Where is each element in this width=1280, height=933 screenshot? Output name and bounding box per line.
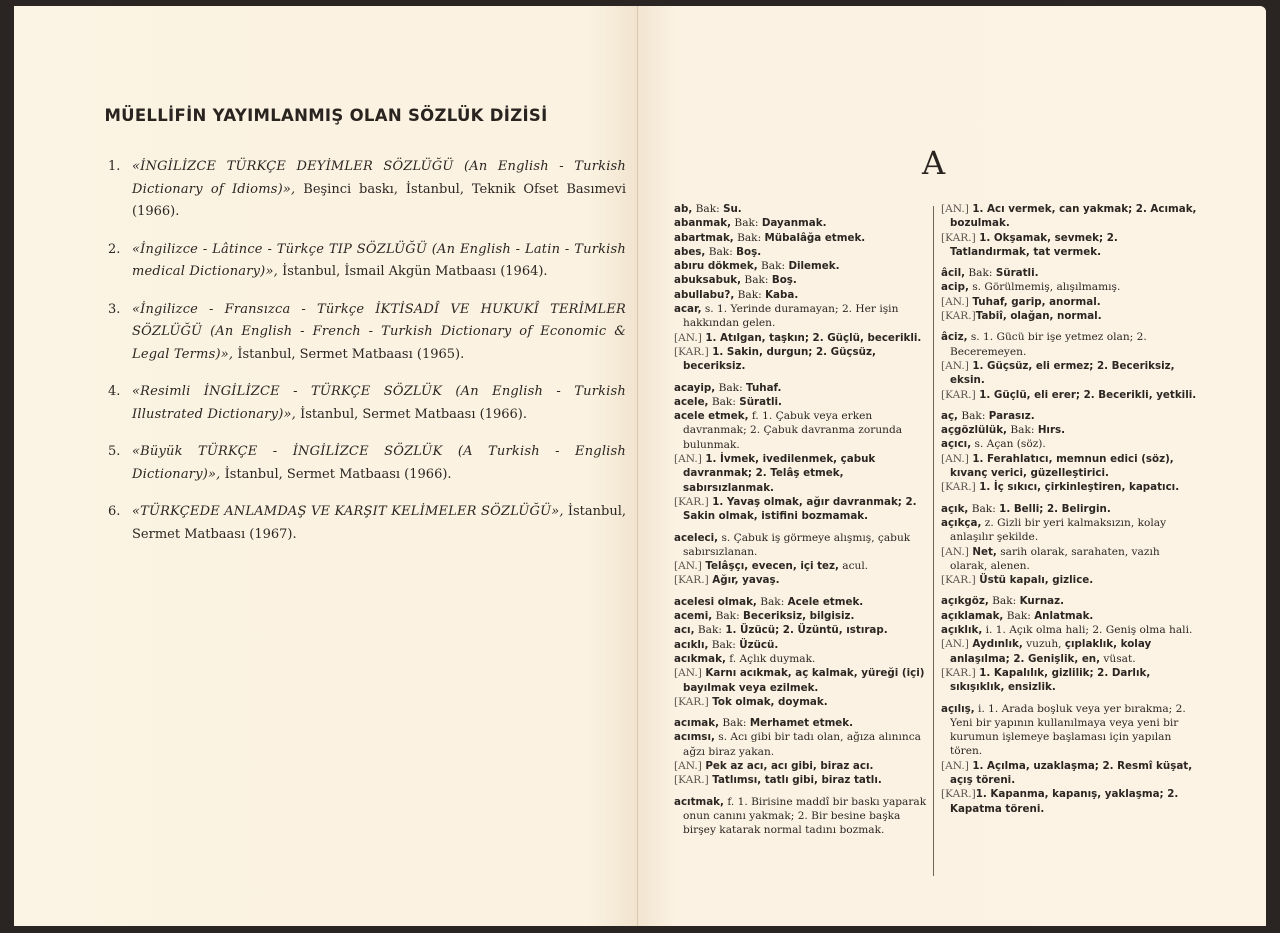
antonyms-line (674, 345, 930, 374)
work-number: 6. (108, 504, 121, 519)
synonyms: 1. İvmek, ivedilenmek, çabuk davranmak; 2. Telâş etmek, sabırsızlanmak. (683, 453, 876, 494)
synonym-tag: [AN.] (941, 452, 969, 465)
synonyms: Aydınlık, (972, 638, 1023, 651)
synonym-tag: [AN.] (674, 331, 702, 344)
work-citation (132, 441, 626, 486)
list-item (108, 239, 626, 284)
entry-definition (674, 595, 930, 609)
entry-definition-text: s. Çabuk iş görmeye alışmış, çabuk sabırsızlanan. (683, 531, 911, 558)
entry-headword: acip, (941, 281, 969, 294)
dictionary-column-left (674, 202, 930, 837)
entry-reference: Kurnaz. (1019, 595, 1064, 608)
entry-definition (941, 609, 1197, 623)
synonyms: Net, (972, 545, 997, 558)
entry-reference: Merhamet etmek. (749, 717, 854, 730)
antonyms-line (941, 787, 1197, 816)
work-citation (132, 299, 626, 367)
entry-definition (674, 302, 930, 331)
work-title: «İngilizce - Lâtince - Türkçe TIP SÖZLÜĞÜ (An English - Latin - Turkish medical Dictionary)», (132, 241, 626, 279)
antonym-tag: [KAR.] (674, 574, 709, 587)
synonyms: 1. Güçsüz, eli ermez; 2. Beceriksiz, eksin. (950, 359, 1175, 387)
entry-reference: Acele etmek. (787, 595, 864, 608)
entry-reference: Beceriksiz, bilgisiz. (743, 610, 855, 623)
entry-definition (674, 716, 930, 730)
entry-headword: abartmak, (674, 231, 734, 244)
entry-definition (674, 795, 930, 838)
antonyms: 1. Okşamak, sevmek; 2. Tatlandırmak, tat vermek. (950, 231, 1118, 258)
entry-headword: açıklamak, (941, 609, 1004, 622)
entry-definition-text: Bak: (705, 245, 737, 258)
synonyms-line (941, 545, 1197, 574)
entry-headword: acıklı, (674, 638, 709, 651)
entry-headword: acımsı, (674, 731, 715, 744)
work-citation (132, 381, 626, 426)
dictionary-entry (674, 609, 930, 623)
antonyms: 1. Yavaş olmak, ağır davranmak; 2. Sakin olmak, istifini bozmamak. (683, 495, 917, 523)
entry-headword: açgözlülük, (941, 424, 1007, 437)
entry-definition-text: f. Açlık duymak. (725, 652, 816, 665)
entry-definition (941, 516, 1197, 545)
dictionary-entry (941, 437, 1197, 494)
synonyms: 1. Acı vermek, can yakmak; 2. Acımak, bozulmak. (950, 203, 1197, 230)
synonyms-line (941, 295, 1197, 309)
synonyms-line (674, 331, 930, 345)
dictionary-entry (674, 216, 930, 230)
antonyms-line (941, 231, 1197, 260)
list-item (108, 441, 626, 486)
entry-headword: acayip, (674, 381, 716, 394)
entry-definition (674, 202, 930, 216)
dictionary-entry (674, 245, 930, 259)
dictionary-entry (941, 623, 1197, 694)
antonym-tag: [KAR.] (941, 231, 976, 244)
antonym-tag: [KAR.] (941, 788, 976, 801)
entry-definition-text: Bak: (708, 395, 740, 408)
entry-headword: acele, (674, 395, 709, 408)
left-page (14, 6, 638, 926)
entry-headword: abullabu?, (674, 288, 735, 301)
entry-definition (674, 531, 930, 560)
work-citation (132, 239, 626, 284)
work-title: «Resimli İNGİLİZCE - TÜRKÇE SÖZLÜK (An English - Turkish Illustrated Dictionary)», (132, 384, 626, 422)
antonyms: Ağır, yavaş. (712, 574, 780, 587)
entry-definition (941, 702, 1197, 759)
work-publication: İstanbul, Sermet Matbaası (1965). (233, 346, 465, 362)
entry-headword: abuksabuk, (674, 274, 742, 287)
entry-headword: âciz, (941, 331, 968, 344)
column-divider (933, 206, 934, 876)
synonym-tag: [AN.] (674, 759, 702, 772)
dictionary-entry (674, 595, 930, 609)
entry-definition (674, 216, 930, 230)
entry-reference: Su. (723, 203, 742, 215)
dictionary-entry (674, 288, 930, 302)
synonyms-line (941, 637, 1197, 666)
work-citation (132, 501, 626, 546)
dictionary-entry (674, 531, 930, 588)
entry-definition (674, 288, 930, 302)
synonym-tag: [AN.] (941, 203, 969, 215)
entry-headword: açık, (941, 502, 969, 515)
entry-headword: acımak, (674, 717, 720, 730)
entry-headword: abıru dökmek, (674, 260, 758, 273)
entry-definition-text: Bak: (712, 610, 744, 623)
entry-reference: Anlatmak. (1034, 609, 1094, 622)
synonyms: Karnı acıkmak, aç kalmak, yüreği (içi) bayılmak veya ezilmek. (683, 667, 925, 694)
dictionary-entry (941, 409, 1197, 423)
list-item (108, 501, 626, 546)
antonyms: 1. Sakin, durgun; 2. Güçsüz, beceriksiz. (683, 345, 876, 373)
dictionary-entry (941, 266, 1197, 280)
work-title: «Büyük TÜRKÇE - İNGİLİZCE SÖZLÜK (A Turkish - English Dictionary)», (132, 444, 626, 482)
synonyms-line (674, 559, 930, 573)
synonyms-line (941, 359, 1197, 388)
entry-reference: 1. Belli; 2. Belirgin. (999, 502, 1111, 515)
entry-headword: açıklık, (941, 624, 983, 637)
entry-reference: Süratli. (739, 395, 782, 408)
entry-definition-text: Bak: (1006, 424, 1038, 437)
entry-definition (674, 638, 930, 652)
entry-definition (674, 730, 930, 759)
synonym-tag: [AN.] (674, 667, 702, 680)
synonyms: Telâşçı, evecen, içi tez, (705, 560, 839, 573)
entry-definition-text: Bak: (719, 717, 750, 730)
entry-reference: Dilemek. (788, 260, 840, 273)
entry-definition (674, 609, 930, 623)
antonym-tag: [KAR.] (941, 574, 976, 587)
entry-definition (674, 245, 930, 259)
dictionary-entry (941, 516, 1197, 587)
entry-definition (941, 623, 1197, 637)
work-title: «TÜRKÇEDE ANLAMDAŞ VE KARŞIT KELİMELER SÖZLÜĞÜ», (132, 504, 564, 519)
entry-definition-text: f. 1. Birisine maddî bir baskı yaparak onun canını yakmak; 2. Bir besine başka birşey katarak normal tadını bozmak. (683, 795, 927, 837)
antonym-tag: [KAR.] (674, 774, 709, 787)
synonyms-plain: sarih olarak, sarahaten, vazıh olarak, alenen. (950, 545, 1160, 572)
antonym-tag: [KAR.] (941, 666, 976, 679)
antonyms: Tatlımsı, tatlı gibi, biraz tatlı. (712, 774, 882, 787)
antonym-tag: [KAR.] (674, 345, 709, 358)
entry-definition-text: i. 1. Açık olma hali; 2. Geniş olma hali. (982, 624, 1193, 637)
entry-headword: aceleci, (674, 531, 719, 544)
synonyms-line (941, 202, 1197, 231)
entry-definition-text: Bak: (731, 217, 762, 230)
dictionary-entry (941, 609, 1197, 623)
work-number: 4. (108, 384, 121, 399)
page-title: MÜELLİFİN YAYIMLANMIŞ OLAN SÖZLÜK DİZİSİ (104, 106, 548, 125)
antonyms: 1. İç sıkıcı, çirkinleştiren, kapatıcı. (979, 481, 1180, 494)
dictionary-entry (674, 623, 930, 637)
entry-definition (674, 395, 930, 409)
synonyms: Tuhaf, garip, anormal. (972, 295, 1101, 308)
synonyms-line (941, 452, 1197, 481)
synonyms-line (674, 452, 930, 495)
dictionary-entry (674, 381, 930, 395)
dictionary-entry (674, 259, 930, 273)
entry-headword: açıkça, (941, 516, 982, 529)
entry-definition-text: s. Acı gibi bir tadı olan, ağıza alınınca ağzı biraz yakan. (683, 731, 921, 758)
dictionary-entry (674, 716, 930, 730)
dictionary-entry (674, 302, 930, 373)
synonyms-plain: vuzuh, (1022, 638, 1065, 651)
antonyms-line (941, 573, 1197, 587)
entry-definition-text: s. 1. Yerinde duramayan; 2. Her işin hakkından gelen. (683, 303, 899, 330)
work-number: 2. (108, 241, 121, 257)
dictionary-entry (941, 202, 1197, 259)
antonyms: Tabiî, olağan, normal. (975, 310, 1102, 323)
dictionary-entry (941, 502, 1197, 516)
entry-definition-text: z. Gizli bir yeri kalmaksızın, kolay anlaşılır şekilde. (950, 516, 1167, 544)
entry-definition-text: Bak: (957, 409, 989, 422)
entry-headword: abanmak, (674, 217, 732, 230)
entry-definition (674, 623, 930, 637)
synonyms-end: vüsat. (1100, 652, 1136, 665)
entry-definition-text: Bak: (756, 595, 788, 608)
antonyms-line (941, 666, 1197, 695)
antonyms-line (941, 309, 1197, 323)
entry-definition (941, 266, 1197, 280)
entry-definition (941, 502, 1197, 516)
antonyms-line (674, 695, 930, 709)
antonyms: 1. Güçlü, eli erer; 2. Becerikli, yetkili. (979, 388, 1197, 401)
synonym-tag: [AN.] (941, 545, 969, 558)
entry-reference: Kaba. (765, 288, 799, 301)
dictionary-entry (941, 594, 1197, 608)
antonyms: 1. Kapanma, kapanış, yaklaşma; 2. Kapatma töreni. (950, 788, 1179, 815)
synonyms-more: çıplaklık, kolay anlaşılma; 2. Genişlik, en, (950, 638, 1152, 665)
antonym-tag: [KAR.] (941, 481, 976, 494)
antonyms: Üstü kapalı, gizlice. (979, 574, 1094, 587)
list-item (108, 156, 626, 224)
entry-headword: acelesi olmak, (674, 595, 757, 608)
dictionary-entry (674, 795, 930, 838)
entry-definition (674, 652, 930, 666)
work-publication: Beşinci baskı, İstanbul, Teknik Ofset Basımevi (1966). (132, 181, 626, 219)
entry-definition-text: Bak: (968, 502, 1000, 515)
work-publication: İstanbul, Sermet Matbaası (1967). (132, 504, 626, 542)
entry-headword: acele etmek, (674, 410, 749, 423)
synonyms: 1. Ferahlatıcı, memnun edici (söz), kıvanç verici, güzelleştirici. (950, 452, 1174, 480)
entry-reference: Hırs. (1037, 424, 1066, 437)
dictionary-entry (674, 231, 930, 245)
synonyms: 1. Açılma, uzaklaşma; 2. Resmî küşat, açış töreni. (950, 759, 1193, 786)
antonym-tag: [KAR.] (941, 388, 976, 401)
work-publication: İstanbul, Sermet Matbaası (1966). (220, 466, 452, 482)
antonym-tag: [KAR.] (941, 310, 976, 323)
antonyms: 1. Kapalılık, gizlilik; 2. Darlık, sıkışıklık, ensizlik. (950, 666, 1151, 694)
entry-headword: abes, (674, 245, 706, 258)
entry-definition-text: s. Açan (söz). (971, 438, 1046, 451)
synonym-tag: [AN.] (941, 295, 969, 308)
dictionary-entry (674, 273, 930, 287)
work-publication: İstanbul, İsmail Akgün Matbaası (1964). (277, 264, 548, 279)
dictionary-entry (941, 702, 1197, 816)
dictionary-entry (674, 638, 930, 652)
entry-reference: Süratli. (995, 267, 1039, 280)
synonyms-line (674, 666, 930, 695)
entry-definition-text: Bak: (715, 381, 747, 394)
work-publication: İstanbul, Sermet Matbaası (1966). (295, 406, 527, 422)
right-page (638, 6, 1266, 926)
entry-reference: Üzücü. (739, 638, 779, 651)
synonyms-line (941, 759, 1197, 788)
synonyms-plain: acul. (838, 560, 869, 573)
entry-reference: Mübalâğa etmek. (764, 231, 866, 244)
entry-headword: aç, (941, 409, 958, 422)
synonym-tag: [AN.] (941, 759, 969, 772)
dictionary-column-right (941, 202, 1197, 816)
entry-headword: acıtmak, (674, 795, 724, 808)
entry-headword: acı, (674, 624, 695, 637)
synonym-tag: [AN.] (941, 359, 969, 372)
entry-headword: açıkgöz, (941, 595, 989, 608)
work-number: 5. (108, 444, 121, 459)
entry-definition-text: i. 1. Arada boşluk veya yer bırakma; 2. Yeni bir yapının kullanılmaya veya yeni bir kurumun işlemeye başlaması için yapılan tören. (950, 702, 1186, 758)
entry-definition-text: f. 1. Çabuk veya erken davranmak; 2. Çabuk davranma zorunda bulunmak. (683, 410, 903, 451)
list-item (108, 381, 626, 426)
entry-definition (941, 423, 1197, 437)
antonyms: Tok olmak, doymak. (712, 695, 828, 708)
entry-definition-text: Bak: (694, 624, 726, 637)
entry-definition-text: Bak: (734, 288, 766, 301)
entry-reference: Dayanmak. (761, 217, 827, 230)
dictionary-entry (941, 330, 1197, 401)
entry-definition-text: Bak: (708, 638, 740, 651)
entry-reference: Boş. (771, 274, 797, 287)
entry-headword: açıcı, (941, 438, 972, 451)
antonyms-line (674, 495, 930, 524)
work-citation (132, 156, 626, 224)
entry-definition-text: s. Görülmemiş, alışılmamış. (968, 281, 1121, 294)
work-number: 3. (108, 301, 121, 317)
synonym-tag: [AN.] (674, 560, 702, 573)
dictionary-entry (674, 202, 930, 216)
dictionary-entry (674, 395, 930, 409)
entry-definition (674, 273, 930, 287)
entry-reference: Parasız. (988, 409, 1035, 422)
section-letter: A (922, 144, 946, 182)
entry-headword: acemi, (674, 610, 713, 623)
entry-definition-text: s. 1. Gücü bir işe yetmez olan; 2. Beceremeyen. (950, 331, 1147, 358)
synonyms-line (674, 759, 930, 773)
antonym-tag: [KAR.] (674, 695, 709, 708)
entry-definition-text: Bak: (692, 203, 724, 215)
entry-headword: ab, (674, 203, 693, 215)
antonyms-line (674, 773, 930, 787)
entry-definition (941, 437, 1197, 451)
entry-definition-text: Bak: (1003, 609, 1035, 622)
entry-reference: Tuhaf. (746, 381, 782, 394)
entry-definition-text: Bak: (741, 274, 772, 287)
antonyms-line (674, 573, 930, 587)
entry-headword: acar, (674, 303, 702, 316)
works-list (108, 156, 626, 561)
synonym-tag: [AN.] (674, 453, 702, 466)
list-item (108, 299, 626, 367)
antonyms-line (941, 388, 1197, 402)
dictionary-entry (674, 730, 930, 787)
entry-definition (674, 381, 930, 395)
work-title: «İNGİLİZCE TÜRKÇE DEYİMLER SÖZLÜĞÜ (An English - Turkish Dictionary of Idioms)», (132, 159, 626, 197)
entry-definition (941, 409, 1197, 423)
entry-definition (941, 330, 1197, 359)
synonyms: Pek az acı, acı gibi, biraz acı. (705, 759, 874, 772)
entry-definition (674, 231, 930, 245)
antonyms-line (941, 480, 1197, 494)
entry-reference: Boş. (736, 245, 762, 258)
entry-definition (941, 280, 1197, 294)
dictionary-entry (674, 409, 930, 523)
entry-headword: acıkmak, (674, 652, 726, 665)
entry-definition-text: Bak: (733, 231, 765, 244)
dictionary-entry (941, 280, 1197, 323)
synonyms: 1. Atılgan, taşkın; 2. Güçlü, becerikli. (705, 331, 922, 344)
entry-definition (941, 594, 1197, 608)
entry-headword: açılış, (941, 702, 975, 715)
entry-definition-text: Bak: (965, 267, 996, 280)
entry-definition (674, 409, 930, 452)
entry-reference: 1. Üzücü; 2. Üzüntü, ıstırap. (725, 624, 888, 637)
dictionary-entry (674, 652, 930, 709)
antonym-tag: [KAR.] (674, 495, 709, 508)
work-number: 1. (108, 159, 121, 174)
entry-definition-text: Bak: (988, 595, 1020, 608)
entry-definition-text: Bak: (757, 260, 789, 273)
entry-definition (674, 259, 930, 273)
dictionary-entry (941, 423, 1197, 437)
entry-headword: âcil, (941, 267, 966, 280)
synonym-tag: [AN.] (941, 638, 969, 651)
work-title: «İngilizce - Fransızca - Türkçe İKTİSADÎ VE HUKUKÎ TERİMLER SÖZLÜĞÜ (An English - French - Turkish Dictionary of Economic & Legal Terms)», (132, 301, 626, 362)
